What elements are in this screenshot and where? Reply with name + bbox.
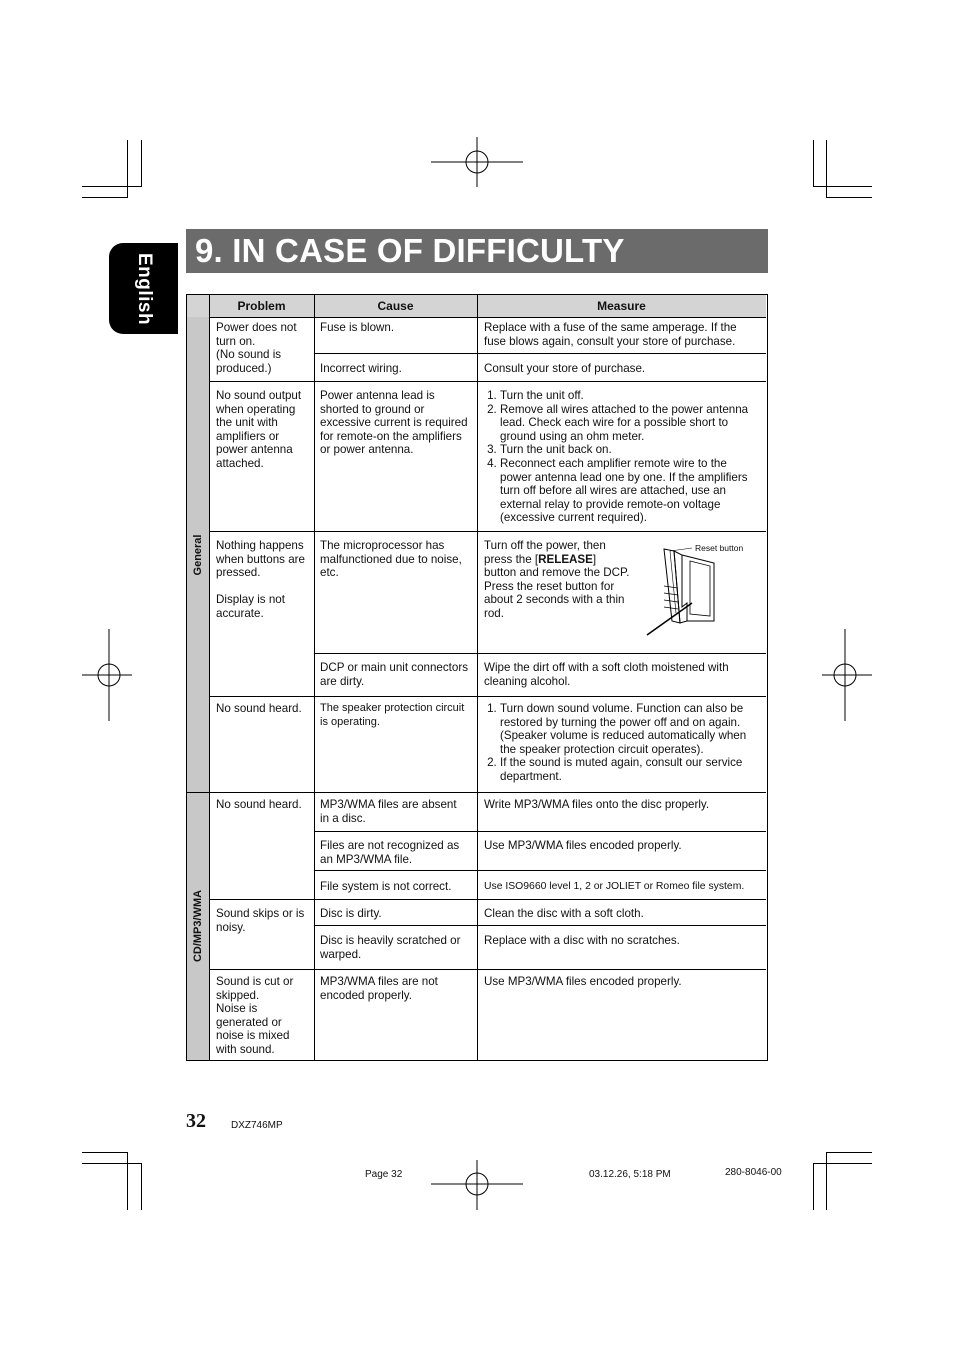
release-button-label: RELEASE — [538, 552, 593, 566]
row6-cause-a: Disc is dirty. — [320, 907, 382, 920]
row4-cause: The speaker protection circuit is operating. — [320, 702, 465, 728]
row4-problem: No sound heard. — [216, 702, 302, 715]
row1-measure-a: Replace with a fuse of the same amperage. If the fuse blows again, consult your store of purchase. — [484, 321, 737, 348]
row2-measure: 1. Turn the unit off. 2. Remove all wires attached to the power antenna lead. Check each wire for a possible short to ground using an ohm meter. 3. Turn the unit back on. 4. Reconnect each amplifier remote wire to the power antenna lead one by one. If the amplifiers turn off before all wires are attached, use an external relay to provide remote-on voltage (excessive current required). — [484, 389, 759, 525]
row7-measure: Use MP3/WMA files encoded properly. — [484, 975, 682, 988]
row3-cause-b: DCP or main unit connectors are dirty. — [320, 661, 468, 688]
row1-cause-a: Fuse is blown. — [320, 321, 395, 334]
header-problem: Problem — [209, 295, 314, 318]
registration-mark-right — [822, 629, 872, 721]
model-number: DXZ746MP — [231, 1120, 283, 1131]
print-datetime: 03.12.26, 5:18 PM — [589, 1169, 671, 1180]
registration-mark-left — [82, 629, 132, 721]
row5-measure-b: Use MP3/WMA files encoded properly. — [484, 839, 682, 852]
row6-measure-b: Replace with a disc with no scratches. — [484, 934, 680, 947]
row2-cause: Power antenna lead is shorted to ground or excessive current is required for remote-on the amplifiers or power antenna. — [320, 389, 468, 457]
row5-cause-b: Files are not recognized as an MP3/WMA file. — [320, 839, 460, 866]
row5-cause-c: File system is not correct. — [320, 880, 452, 893]
reset-button-label: Reset button — [695, 543, 744, 553]
page-title: 9. IN CASE OF DIFFICULTY — [195, 232, 625, 269]
page-label: Page 32 — [365, 1169, 403, 1180]
row3-measure-b: Wipe the dirt off with a soft cloth moistened with cleaning alcohol. — [484, 661, 729, 688]
row5-measure-c: Use ISO9660 level 1, 2 or JOLIET or Romeo file system. — [484, 881, 745, 892]
row5-measure-a: Write MP3/WMA files onto the disc properly. — [484, 798, 710, 811]
document-code: 280-8046-00 — [725, 1167, 782, 1178]
row2-problem: No sound output when operating the unit with amplifiers or power antenna attached. — [216, 389, 302, 470]
row3-problem: Nothing happens when buttons are pressed. Display is not accurate. — [216, 539, 305, 620]
row6-measure-a: Clean the disc with a soft cloth. — [484, 907, 644, 920]
title-bar — [186, 229, 768, 273]
category-cd-mp3-wma: CD/MP3/WMA — [187, 792, 209, 1060]
row1-cause-b: Incorrect wiring. — [320, 362, 402, 375]
language-tab — [109, 243, 178, 334]
language-tab-label: English — [133, 252, 155, 325]
header-blank — [187, 295, 209, 318]
row6-cause-b: Disc is heavily scratched or warped. — [320, 934, 461, 961]
row5-problem: No sound heard. — [216, 798, 302, 811]
registration-mark-top — [431, 137, 523, 187]
row7-cause: MP3/WMA files are not encoded properly. — [320, 975, 438, 1002]
header-cause: Cause — [314, 295, 477, 318]
registration-mark-bottom — [431, 1160, 523, 1210]
header-measure: Measure — [477, 295, 766, 318]
row3-measure-a: Turn off the power, then press the [RELEASE] button and remove the DCP. Press the reset button for about 2 seconds with a thin rod. — [484, 539, 630, 620]
troubleshooting-table — [186, 294, 768, 1061]
page-number: 32 — [186, 1110, 206, 1132]
row5-cause-a: MP3/WMA files are absent in a disc. — [320, 798, 457, 825]
row7-problem: Sound is cut or skipped. Noise is generated or noise is mixed with sound. — [216, 975, 294, 1056]
category-general: General — [187, 317, 209, 792]
row1-measure-b: Consult your store of purchase. — [484, 362, 646, 375]
row4-measure: 1. Turn down sound volume. Function can also be restored by turning the power off and on again. (Speaker volume is reduced automatically when the speaker protection circuit operates). 2. If the sound is muted again, consult our service department. — [484, 702, 759, 784]
row3-cause-a: The microprocessor has malfunctioned due to noise, etc. — [320, 539, 462, 580]
row1-problem: Power does not turn on. (No sound is produced.) — [216, 321, 297, 375]
reset-button-illustration — [642, 541, 722, 641]
row6-problem: Sound skips or is noisy. — [216, 907, 305, 934]
